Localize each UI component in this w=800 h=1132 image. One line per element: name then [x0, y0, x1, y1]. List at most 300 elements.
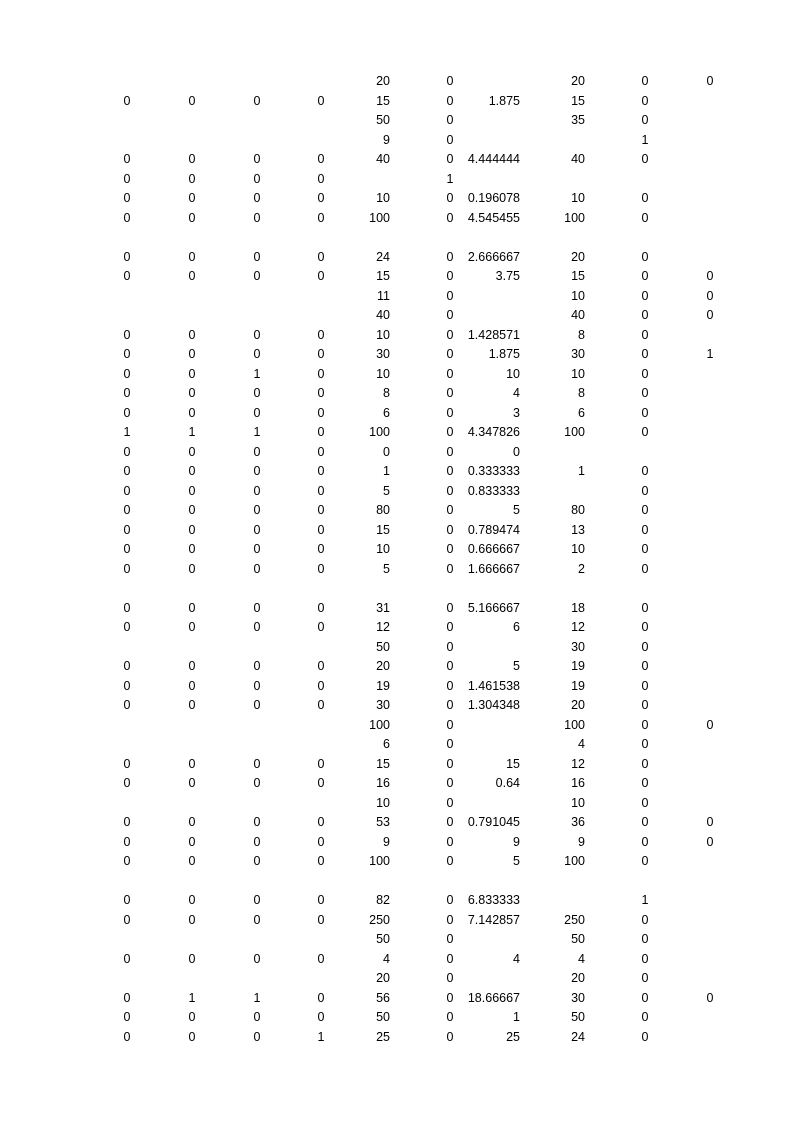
- table-cell-h: 100: [564, 854, 585, 868]
- table-cell-h: [535, 579, 585, 599]
- table-cell-e: [330, 228, 390, 248]
- table-cell-b: 0: [188, 191, 196, 205]
- table-cell-f: 0: [446, 600, 454, 615]
- table-cell-g: 15: [506, 756, 520, 771]
- table-cell-b: 0: [188, 1010, 196, 1024]
- table-cell-g: [450, 131, 520, 151]
- table-cell-e: 8: [383, 386, 390, 400]
- table-cell-a: 0: [123, 93, 131, 108]
- table-cell-e: 10: [376, 542, 390, 556]
- table-row: [0, 345, 800, 365]
- table-cell-d: 0: [317, 893, 325, 907]
- table-cell-j: [700, 969, 720, 989]
- table-cell-b: [182, 735, 202, 755]
- table-cell-e: 100: [369, 717, 390, 732]
- table-cell-j: [700, 677, 720, 697]
- table-row: [0, 482, 800, 502]
- table-cell-a: [117, 579, 137, 599]
- table-cell-e: 30: [376, 698, 390, 712]
- table-cell-b: 0: [188, 464, 196, 478]
- table-row: [0, 1008, 800, 1028]
- table-cell-f: 0: [446, 951, 454, 966]
- table-cell-d: 0: [317, 815, 325, 829]
- table-cell-c: 0: [253, 776, 261, 790]
- table-cell-d: [311, 930, 331, 950]
- table-cell-h: 15: [571, 269, 585, 283]
- table-cell-b: [182, 716, 202, 736]
- table-cell-g: 4.347826: [467, 425, 520, 439]
- table-cell-d: [311, 794, 331, 814]
- table-cell-a: [117, 716, 137, 736]
- table-cell-i: 1: [641, 132, 649, 147]
- table-cell-c: 0: [253, 347, 261, 361]
- table-cell-e: 50: [376, 639, 390, 654]
- table-cell-a: 0: [123, 191, 131, 205]
- table-cell-a: 0: [123, 620, 131, 634]
- table-cell-a: 0: [123, 561, 131, 576]
- table-cell-b: [182, 638, 202, 658]
- table-row: [0, 92, 800, 112]
- table-cell-g: 1.428571: [467, 327, 520, 342]
- table-cell-i: 0: [641, 113, 649, 127]
- table-cell-f: 0: [446, 990, 454, 1005]
- table-cell-e: 40: [376, 152, 390, 166]
- table-cell-i: 0: [641, 210, 649, 225]
- table-cell-h: [535, 131, 585, 151]
- table-cell-g: 1.875: [488, 347, 520, 361]
- table-cell-f: 0: [446, 639, 454, 654]
- table-cell-i: 0: [641, 288, 649, 303]
- table-cell-a: 0: [123, 269, 131, 283]
- table-cell-g: [450, 306, 520, 326]
- table-cell-h: 19: [571, 678, 585, 693]
- table-cell-h: 80: [571, 503, 585, 517]
- table-cell-j: 0: [706, 269, 714, 283]
- table-cell-a: 1: [123, 425, 131, 439]
- table-cell-g: [450, 716, 520, 736]
- table-row: [0, 1028, 800, 1048]
- table-cell-i: 0: [641, 971, 649, 985]
- table-cell-f: 0: [446, 503, 454, 517]
- table-cell-d: 0: [317, 542, 325, 556]
- table-cell-b: 0: [188, 912, 196, 927]
- table-cell-i: 0: [641, 659, 649, 673]
- table-cell-i: 0: [641, 737, 649, 751]
- table-cell-h: [535, 443, 585, 463]
- table-cell-e: 10: [376, 327, 390, 342]
- table-cell-b: 0: [188, 249, 196, 264]
- table-cell-d: 0: [317, 834, 325, 849]
- table-cell-h: 12: [571, 620, 585, 634]
- table-cell-j: [700, 248, 720, 268]
- table-cell-f: 0: [446, 288, 454, 303]
- table-cell-j: 0: [706, 74, 714, 88]
- table-cell-g: 2.666667: [467, 249, 520, 264]
- table-cell-f: 0: [446, 698, 454, 712]
- table-cell-i: 0: [641, 269, 649, 283]
- table-cell-j: [700, 852, 720, 872]
- table-cell-j: [700, 482, 720, 502]
- table-cell-d: [311, 735, 331, 755]
- table-cell-j: [700, 521, 720, 541]
- table-cell-e: 50: [376, 932, 390, 946]
- table-row: [0, 306, 800, 326]
- table-cell-c: 0: [253, 269, 261, 283]
- table-cell-c: 1: [253, 425, 261, 439]
- table-row: [0, 969, 800, 989]
- table-cell-b: 0: [188, 152, 196, 166]
- table-cell-f: 0: [446, 971, 454, 985]
- table-cell-g: [450, 111, 520, 131]
- table-cell-f: 0: [446, 893, 454, 907]
- table-cell-j: 0: [706, 288, 714, 303]
- table-cell-j: [700, 111, 720, 131]
- table-cell-g: 0: [513, 444, 520, 459]
- table-cell-c: 0: [253, 756, 261, 771]
- table-cell-c: 0: [253, 405, 261, 420]
- table-cell-g: 3: [513, 405, 520, 420]
- table-cell-h: 4: [578, 951, 585, 966]
- table-cell-d: 0: [317, 249, 325, 264]
- table-cell-b: 0: [188, 386, 196, 400]
- table-cell-h: 20: [571, 698, 585, 712]
- table-cell-d: 0: [317, 171, 325, 186]
- table-cell-j: [700, 599, 720, 619]
- table-cell-e: 15: [376, 756, 390, 771]
- table-cell-a: [117, 72, 137, 92]
- table-cell-c: [247, 930, 267, 950]
- table-cell-j: [700, 131, 720, 151]
- table-cell-a: 0: [123, 893, 131, 907]
- table-row: [0, 930, 800, 950]
- table-cell-f: 0: [446, 308, 454, 322]
- table-cell-b: 0: [188, 678, 196, 693]
- table-cell-d: 0: [317, 366, 325, 381]
- table-cell-e: 50: [376, 113, 390, 127]
- table-cell-c: 0: [253, 386, 261, 400]
- table-row: [0, 189, 800, 209]
- table-cell-j: 0: [706, 990, 714, 1005]
- table-cell-i: 0: [641, 522, 649, 537]
- table-cell-j: [700, 891, 720, 911]
- table-cell-g: 0.333333: [467, 464, 520, 478]
- table-cell-d: 0: [317, 347, 325, 361]
- table-cell-f: 0: [446, 717, 454, 732]
- table-cell-b: 0: [188, 269, 196, 283]
- table-row: [0, 326, 800, 346]
- table-cell-c: 0: [253, 620, 261, 634]
- table-cell-f: 0: [446, 522, 454, 537]
- table-cell-a: 0: [123, 171, 131, 186]
- table-cell-e: 15: [376, 522, 390, 537]
- table-cell-g: [450, 170, 520, 190]
- table-cell-e: 5: [383, 483, 390, 498]
- table-cell-a: [117, 306, 137, 326]
- table-cell-c: [247, 716, 267, 736]
- table-cell-e: 24: [376, 249, 390, 264]
- table-cell-i: [635, 228, 655, 248]
- table-cell-h: 20: [571, 971, 585, 985]
- table-cell-b: 0: [188, 561, 196, 576]
- table-cell-a: [117, 969, 137, 989]
- table-cell-i: 0: [641, 717, 649, 732]
- table-row: [0, 579, 800, 599]
- table-cell-a: 0: [123, 776, 131, 790]
- table-cell-b: 0: [188, 444, 196, 459]
- table-cell-d: 0: [317, 990, 325, 1005]
- table-cell-g: 5: [513, 503, 520, 517]
- table-cell-a: 0: [123, 542, 131, 556]
- table-cell-i: 0: [641, 93, 649, 108]
- table-cell-i: 0: [641, 776, 649, 790]
- table-row: [0, 228, 800, 248]
- table-cell-c: 0: [253, 815, 261, 829]
- table-cell-d: 0: [317, 756, 325, 771]
- table-cell-d: 0: [317, 620, 325, 634]
- table-cell-j: [700, 228, 720, 248]
- table-cell-b: 0: [188, 366, 196, 381]
- table-cell-a: [117, 872, 137, 892]
- table-cell-h: 12: [571, 756, 585, 771]
- data-sheet: [0, 72, 800, 1047]
- table-cell-a: 0: [123, 347, 131, 361]
- table-cell-a: [117, 930, 137, 950]
- table-cell-b: [182, 794, 202, 814]
- table-cell-a: 0: [123, 1010, 131, 1024]
- table-cell-e: [330, 872, 390, 892]
- table-cell-f: 0: [446, 249, 454, 264]
- table-cell-e: 20: [376, 971, 390, 985]
- table-cell-i: 0: [641, 542, 649, 556]
- table-cell-g: 5.166667: [467, 600, 520, 615]
- table-row: [0, 501, 800, 521]
- table-cell-g: 4.545455: [467, 210, 520, 225]
- table-cell-g: 4: [513, 951, 520, 966]
- table-cell-d: [311, 131, 331, 151]
- table-row: [0, 209, 800, 229]
- table-cell-j: [700, 774, 720, 794]
- table-cell-h: 30: [571, 990, 585, 1005]
- table-cell-f: 0: [446, 756, 454, 771]
- table-cell-j: [700, 189, 720, 209]
- table-cell-h: 30: [571, 347, 585, 361]
- table-row: [0, 755, 800, 775]
- table-cell-i: 0: [641, 327, 649, 342]
- table-cell-j: [700, 209, 720, 229]
- table-cell-c: 0: [253, 698, 261, 712]
- table-cell-f: 0: [446, 737, 454, 751]
- table-cell-i: 0: [641, 1010, 649, 1024]
- table-cell-g: 25: [506, 1029, 520, 1044]
- table-cell-f: 0: [446, 932, 454, 946]
- table-cell-d: 0: [317, 483, 325, 498]
- table-cell-a: 0: [123, 503, 131, 517]
- table-cell-i: 0: [641, 249, 649, 264]
- table-row: [0, 774, 800, 794]
- table-cell-i: 0: [641, 698, 649, 712]
- table-cell-h: 6: [578, 405, 585, 420]
- table-cell-a: 0: [123, 522, 131, 537]
- table-cell-a: [117, 131, 137, 151]
- table-cell-a: 0: [123, 834, 131, 849]
- table-cell-a: [117, 735, 137, 755]
- table-row: [0, 657, 800, 677]
- table-cell-d: 0: [317, 951, 325, 966]
- table-cell-c: [247, 969, 267, 989]
- table-row: [0, 267, 800, 287]
- table-cell-g: 1.875: [488, 93, 520, 108]
- table-cell-j: [700, 794, 720, 814]
- table-cell-c: [247, 228, 267, 248]
- table-cell-a: [117, 111, 137, 131]
- table-cell-f: 0: [446, 912, 454, 927]
- table-cell-i: 1: [641, 893, 649, 907]
- table-cell-d: 0: [317, 561, 325, 576]
- table-cell-a: 0: [123, 698, 131, 712]
- table-cell-j: [700, 404, 720, 424]
- table-cell-g: 0.666667: [467, 542, 520, 556]
- table-cell-d: 0: [317, 854, 325, 868]
- table-cell-c: 1: [253, 990, 261, 1005]
- table-cell-i: 0: [641, 854, 649, 868]
- table-cell-e: 4: [383, 951, 390, 966]
- table-cell-f: 0: [446, 1010, 454, 1024]
- table-cell-h: 20: [571, 249, 585, 264]
- table-cell-i: 0: [641, 834, 649, 849]
- table-cell-i: 0: [641, 795, 649, 810]
- table-cell-c: 0: [253, 503, 261, 517]
- table-cell-h: 100: [564, 425, 585, 439]
- table-cell-b: [182, 131, 202, 151]
- table-cell-h: 40: [571, 152, 585, 166]
- table-cell-g: 1.666667: [467, 561, 520, 576]
- table-cell-d: 0: [317, 405, 325, 420]
- table-row: [0, 696, 800, 716]
- table-cell-a: 0: [123, 386, 131, 400]
- table-cell-j: [700, 384, 720, 404]
- table-cell-f: 0: [446, 425, 454, 439]
- table-cell-j: [700, 462, 720, 482]
- table-cell-g: 0.833333: [467, 483, 520, 498]
- table-cell-d: [311, 969, 331, 989]
- table-cell-e: 100: [369, 210, 390, 225]
- table-row: [0, 852, 800, 872]
- table-cell-e: 80: [376, 503, 390, 517]
- table-cell-f: 0: [446, 620, 454, 634]
- table-cell-i: [635, 872, 655, 892]
- table-cell-c: 0: [253, 327, 261, 342]
- table-cell-g: [450, 969, 520, 989]
- table-cell-h: 20: [571, 74, 585, 88]
- table-cell-g: 6.833333: [467, 893, 520, 907]
- table-cell-j: [700, 150, 720, 170]
- table-cell-b: 0: [188, 620, 196, 634]
- table-cell-i: [635, 170, 655, 190]
- table-cell-f: 0: [446, 815, 454, 829]
- table-cell-b: 0: [188, 756, 196, 771]
- table-cell-b: 0: [188, 951, 196, 966]
- table-cell-b: 1: [188, 990, 196, 1005]
- table-cell-j: [700, 540, 720, 560]
- table-cell-h: 19: [571, 659, 585, 673]
- table-cell-c: 0: [253, 678, 261, 693]
- table-cell-f: 0: [446, 386, 454, 400]
- table-row: [0, 248, 800, 268]
- table-cell-e: 30: [376, 347, 390, 361]
- table-cell-g: 5: [513, 854, 520, 868]
- table-cell-f: 0: [446, 483, 454, 498]
- table-row: [0, 287, 800, 307]
- table-cell-i: 0: [641, 912, 649, 927]
- table-cell-b: 0: [188, 503, 196, 517]
- table-cell-h: 36: [571, 815, 585, 829]
- table-cell-j: [700, 950, 720, 970]
- table-cell-b: [182, 111, 202, 131]
- table-cell-g: 3.75: [495, 269, 520, 283]
- table-cell-j: [700, 365, 720, 385]
- table-cell-i: 0: [641, 620, 649, 634]
- table-row: [0, 677, 800, 697]
- table-cell-f: 0: [446, 113, 454, 127]
- table-cell-j: [700, 443, 720, 463]
- table-cell-i: 0: [641, 951, 649, 966]
- table-cell-d: [311, 872, 331, 892]
- table-cell-f: 0: [446, 678, 454, 693]
- table-cell-h: 15: [571, 93, 585, 108]
- table-cell-d: 1: [317, 1029, 325, 1044]
- table-cell-b: 0: [188, 171, 196, 186]
- table-cell-d: 0: [317, 912, 325, 927]
- table-cell-e: 9: [383, 132, 390, 147]
- table-cell-c: 0: [253, 249, 261, 264]
- table-cell-j: [700, 560, 720, 580]
- table-cell-f: 0: [446, 659, 454, 673]
- table-cell-b: [182, 930, 202, 950]
- table-cell-e: 53: [376, 815, 390, 829]
- table-row: [0, 716, 800, 736]
- table-cell-a: 0: [123, 951, 131, 966]
- table-row: [0, 443, 800, 463]
- table-cell-c: 0: [253, 483, 261, 498]
- table-cell-c: 0: [253, 542, 261, 556]
- table-cell-i: [635, 443, 655, 463]
- table-cell-i: 0: [641, 932, 649, 946]
- table-cell-g: [450, 794, 520, 814]
- table-cell-b: [182, 969, 202, 989]
- table-cell-g: 7.142857: [467, 912, 520, 927]
- table-cell-h: 8: [578, 327, 585, 342]
- table-cell-b: 0: [188, 854, 196, 868]
- table-cell-b: 0: [188, 815, 196, 829]
- table-cell-e: 0: [383, 444, 390, 459]
- table-cell-c: [247, 872, 267, 892]
- table-cell-h: 18: [571, 600, 585, 615]
- table-cell-i: 0: [641, 815, 649, 829]
- table-cell-h: 10: [571, 366, 585, 381]
- table-cell-d: 0: [317, 386, 325, 400]
- table-cell-b: [182, 72, 202, 92]
- table-cell-h: 30: [571, 639, 585, 654]
- table-cell-g: [450, 872, 520, 892]
- table-cell-f: 0: [446, 74, 454, 88]
- table-row: [0, 989, 800, 1009]
- table-cell-h: 8: [578, 386, 585, 400]
- table-cell-d: 0: [317, 600, 325, 615]
- table-cell-h: 24: [571, 1029, 585, 1044]
- table-row: [0, 794, 800, 814]
- table-cell-c: 0: [253, 912, 261, 927]
- table-row: [0, 891, 800, 911]
